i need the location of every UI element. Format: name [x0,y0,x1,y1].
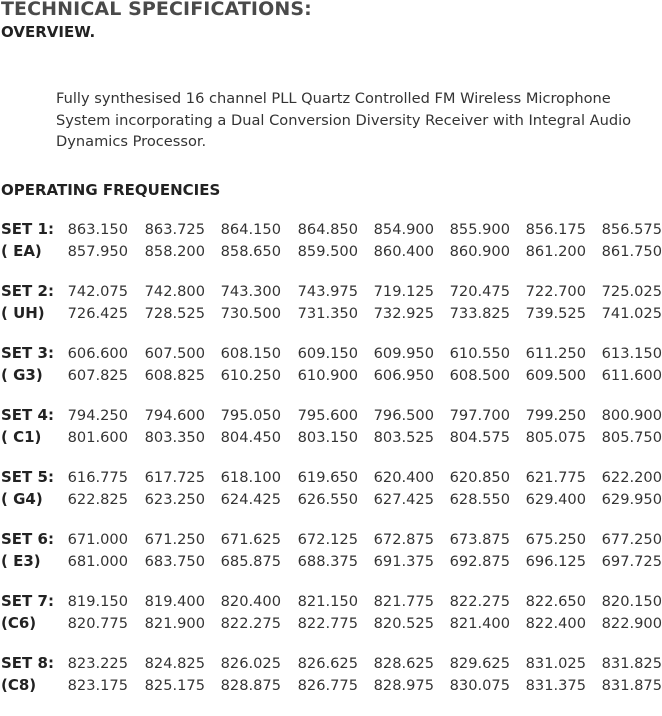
frequency-value: 831.025 [525,655,586,672]
frequency-row [0,242,662,264]
frequency-row [0,552,662,574]
frequency-value: 611.600 [601,366,662,384]
frequency-value: 730.500 [220,304,281,322]
page-title: TECHNICAL SPECIFICATIONS: [1,0,312,20]
frequency-value: 606.600 [67,345,128,362]
frequency-value: 628.550 [449,490,510,508]
set-code: ( UH) [1,303,45,322]
frequency-value: 627.425 [373,490,434,508]
frequency-value: 831.375 [525,676,586,694]
frequency-value: 805.075 [525,428,586,446]
frequency-value: 822.400 [525,614,586,632]
frequency-value: 611.250 [525,345,586,362]
frequency-value: 608.150 [220,345,281,362]
frequency-value: 741.025 [601,304,662,322]
frequency-value: 803.525 [373,428,434,446]
set-label: SET 7: [1,592,54,610]
frequency-set [0,344,662,406]
set-label: SET 5: [1,468,54,486]
frequency-value: 805.750 [601,428,662,446]
frequency-value: 861.750 [601,242,662,260]
set-label: SET 3: [1,344,54,362]
frequency-set [0,406,662,468]
frequency-value: 821.900 [144,614,205,632]
frequency-value: 863.725 [144,221,205,238]
frequency-row [0,468,662,490]
frequency-value: 804.450 [220,428,281,446]
frequency-value: 796.500 [373,407,434,424]
frequency-set [0,530,662,592]
frequency-sets-table [0,220,662,716]
frequency-value: 621.775 [525,469,586,486]
frequency-row [0,654,662,676]
frequency-value: 610.900 [297,366,358,384]
frequency-value: 743.300 [220,283,281,300]
frequency-value: 822.900 [601,614,662,632]
overview-line: Dynamics Processor. [56,133,207,150]
frequency-value: 804.575 [449,428,510,446]
frequency-value: 864.850 [297,221,358,238]
frequency-value: 820.400 [220,593,281,610]
frequency-value: 863.150 [67,221,128,238]
frequency-value: 623.250 [144,490,205,508]
set-label: SET 2: [1,282,54,300]
frequency-value: 821.400 [449,614,510,632]
frequency-set [0,282,662,344]
frequency-value: 826.775 [297,676,358,694]
frequency-value: 826.025 [220,655,281,672]
frequency-value: 857.950 [67,242,128,260]
frequency-value: 622.200 [601,469,662,486]
frequency-value: 720.475 [449,283,510,300]
frequency-value: 609.500 [525,366,586,384]
frequency-value: 860.400 [373,242,434,260]
frequency-value: 609.950 [373,345,434,362]
frequency-row [0,592,662,614]
frequency-value: 607.825 [67,366,128,384]
frequency-value: 731.350 [297,304,358,322]
frequency-value: 671.625 [220,531,281,548]
set-label: SET 8: [1,654,54,672]
frequency-value: 821.775 [373,593,434,610]
frequency-row [0,530,662,552]
frequency-value: 626.550 [297,490,358,508]
frequency-set [0,592,662,654]
frequency-value: 859.500 [297,242,358,260]
frequency-value: 856.575 [601,221,662,238]
frequency-row [0,490,662,512]
frequency-value: 826.625 [297,655,358,672]
overview-line: Fully synthesised 16 channel PLL Quartz Controlled FM Wireless Microphone [56,90,611,107]
frequency-value: 696.125 [525,552,586,570]
frequency-value: 617.725 [144,469,205,486]
frequency-value: 794.250 [67,407,128,424]
frequency-row [0,614,662,636]
frequency-value: 609.150 [297,345,358,362]
frequency-value: 697.725 [601,552,662,570]
frequency-value: 607.500 [144,345,205,362]
frequency-value: 800.900 [601,407,662,424]
frequency-value: 860.900 [449,242,510,260]
frequency-value: 739.525 [525,304,586,322]
frequency-value: 794.600 [144,407,205,424]
frequency-value: 608.500 [449,366,510,384]
frequency-value: 725.025 [601,283,662,300]
frequency-value: 820.775 [67,614,128,632]
frequency-value: 629.400 [525,490,586,508]
frequency-value: 683.750 [144,552,205,570]
frequency-value: 743.975 [297,283,358,300]
frequency-value: 673.875 [449,531,510,548]
frequency-value: 606.950 [373,366,434,384]
frequency-value: 620.400 [373,469,434,486]
frequency-row [0,220,662,242]
frequency-value: 726.425 [67,304,128,322]
frequency-value: 671.250 [144,531,205,548]
frequency-set [0,468,662,530]
frequency-value: 819.150 [67,593,128,610]
frequency-value: 829.625 [449,655,510,672]
frequency-value: 828.875 [220,676,281,694]
frequency-value: 622.825 [67,490,128,508]
frequency-value: 619.650 [297,469,358,486]
frequency-value: 795.600 [297,407,358,424]
set-code: (C8) [1,675,37,694]
frequency-value: 688.375 [297,552,358,570]
frequency-value: 732.925 [373,304,434,322]
frequency-value: 742.800 [144,283,205,300]
frequency-value: 624.425 [220,490,281,508]
frequency-value: 608.825 [144,366,205,384]
frequency-value: 803.350 [144,428,205,446]
frequency-value: 823.175 [67,676,128,694]
set-code: ( E3) [1,551,41,570]
frequency-value: 831.875 [601,676,662,694]
frequency-value: 722.700 [525,283,586,300]
set-label: SET 6: [1,530,54,548]
frequency-value: 675.250 [525,531,586,548]
set-code: ( G4) [1,489,43,508]
frequency-value: 677.250 [601,531,662,548]
frequency-value: 856.175 [525,221,586,238]
set-code: ( EA) [1,241,42,260]
frequency-value: 719.125 [373,283,434,300]
frequency-value: 824.825 [144,655,205,672]
frequency-value: 822.275 [220,614,281,632]
frequency-value: 629.950 [601,490,662,508]
frequency-set [0,654,662,716]
frequency-value: 823.225 [67,655,128,672]
frequency-row [0,304,662,326]
frequency-value: 671.000 [67,531,128,548]
frequency-value: 618.100 [220,469,281,486]
frequency-value: 672.875 [373,531,434,548]
frequency-row [0,366,662,388]
set-code: ( G3) [1,365,43,384]
overview-line: System incorporating a Dual Conversion Diversity Receiver with Integral Audio [56,111,632,129]
frequency-value: 610.250 [220,366,281,384]
frequency-set [0,220,662,282]
frequency-value: 797.700 [449,407,510,424]
frequency-value: 799.250 [525,407,586,424]
frequency-value: 831.825 [601,655,662,672]
frequency-value: 742.075 [67,283,128,300]
overview-heading: OVERVIEW. [1,23,96,41]
frequency-value: 820.150 [601,593,662,610]
frequency-row [0,676,662,698]
frequency-value: 855.900 [449,221,510,238]
overview-paragraph [56,88,656,153]
frequency-value: 822.650 [525,593,586,610]
frequency-value: 692.875 [449,552,510,570]
frequency-value: 821.150 [297,593,358,610]
operating-frequencies-heading: OPERATING FREQUENCIES [1,181,221,199]
frequency-value: 822.775 [297,614,358,632]
frequency-row [0,282,662,304]
set-code: ( C1) [1,427,42,446]
frequency-value: 864.150 [220,221,281,238]
frequency-value: 681.000 [67,552,128,570]
frequency-value: 728.525 [144,304,205,322]
frequency-value: 801.600 [67,428,128,446]
frequency-value: 733.825 [449,304,510,322]
frequency-row [0,344,662,366]
set-code: (C6) [1,613,37,632]
frequency-value: 854.900 [373,221,434,238]
frequency-value: 830.075 [449,676,510,694]
frequency-value: 861.200 [525,242,586,260]
frequency-value: 822.275 [449,593,510,610]
frequency-row [0,428,662,450]
frequency-value: 858.200 [144,242,205,260]
frequency-value: 825.175 [144,676,205,694]
frequency-value: 685.875 [220,552,281,570]
frequency-value: 672.125 [297,531,358,548]
frequency-value: 795.050 [220,407,281,424]
frequency-value: 820.525 [373,614,434,632]
frequency-value: 819.400 [144,593,205,610]
set-label: SET 1: [1,220,54,238]
frequency-row [0,406,662,428]
frequency-value: 616.775 [67,469,128,486]
frequency-value: 858.650 [220,242,281,260]
frequency-value: 803.150 [297,428,358,446]
frequency-value: 610.550 [449,345,510,362]
frequency-value: 828.975 [373,676,434,694]
frequency-value: 620.850 [449,469,510,486]
frequency-value: 828.625 [373,655,434,672]
frequency-value: 691.375 [373,552,434,570]
frequency-value: 613.150 [601,345,662,362]
set-label: SET 4: [1,406,54,424]
